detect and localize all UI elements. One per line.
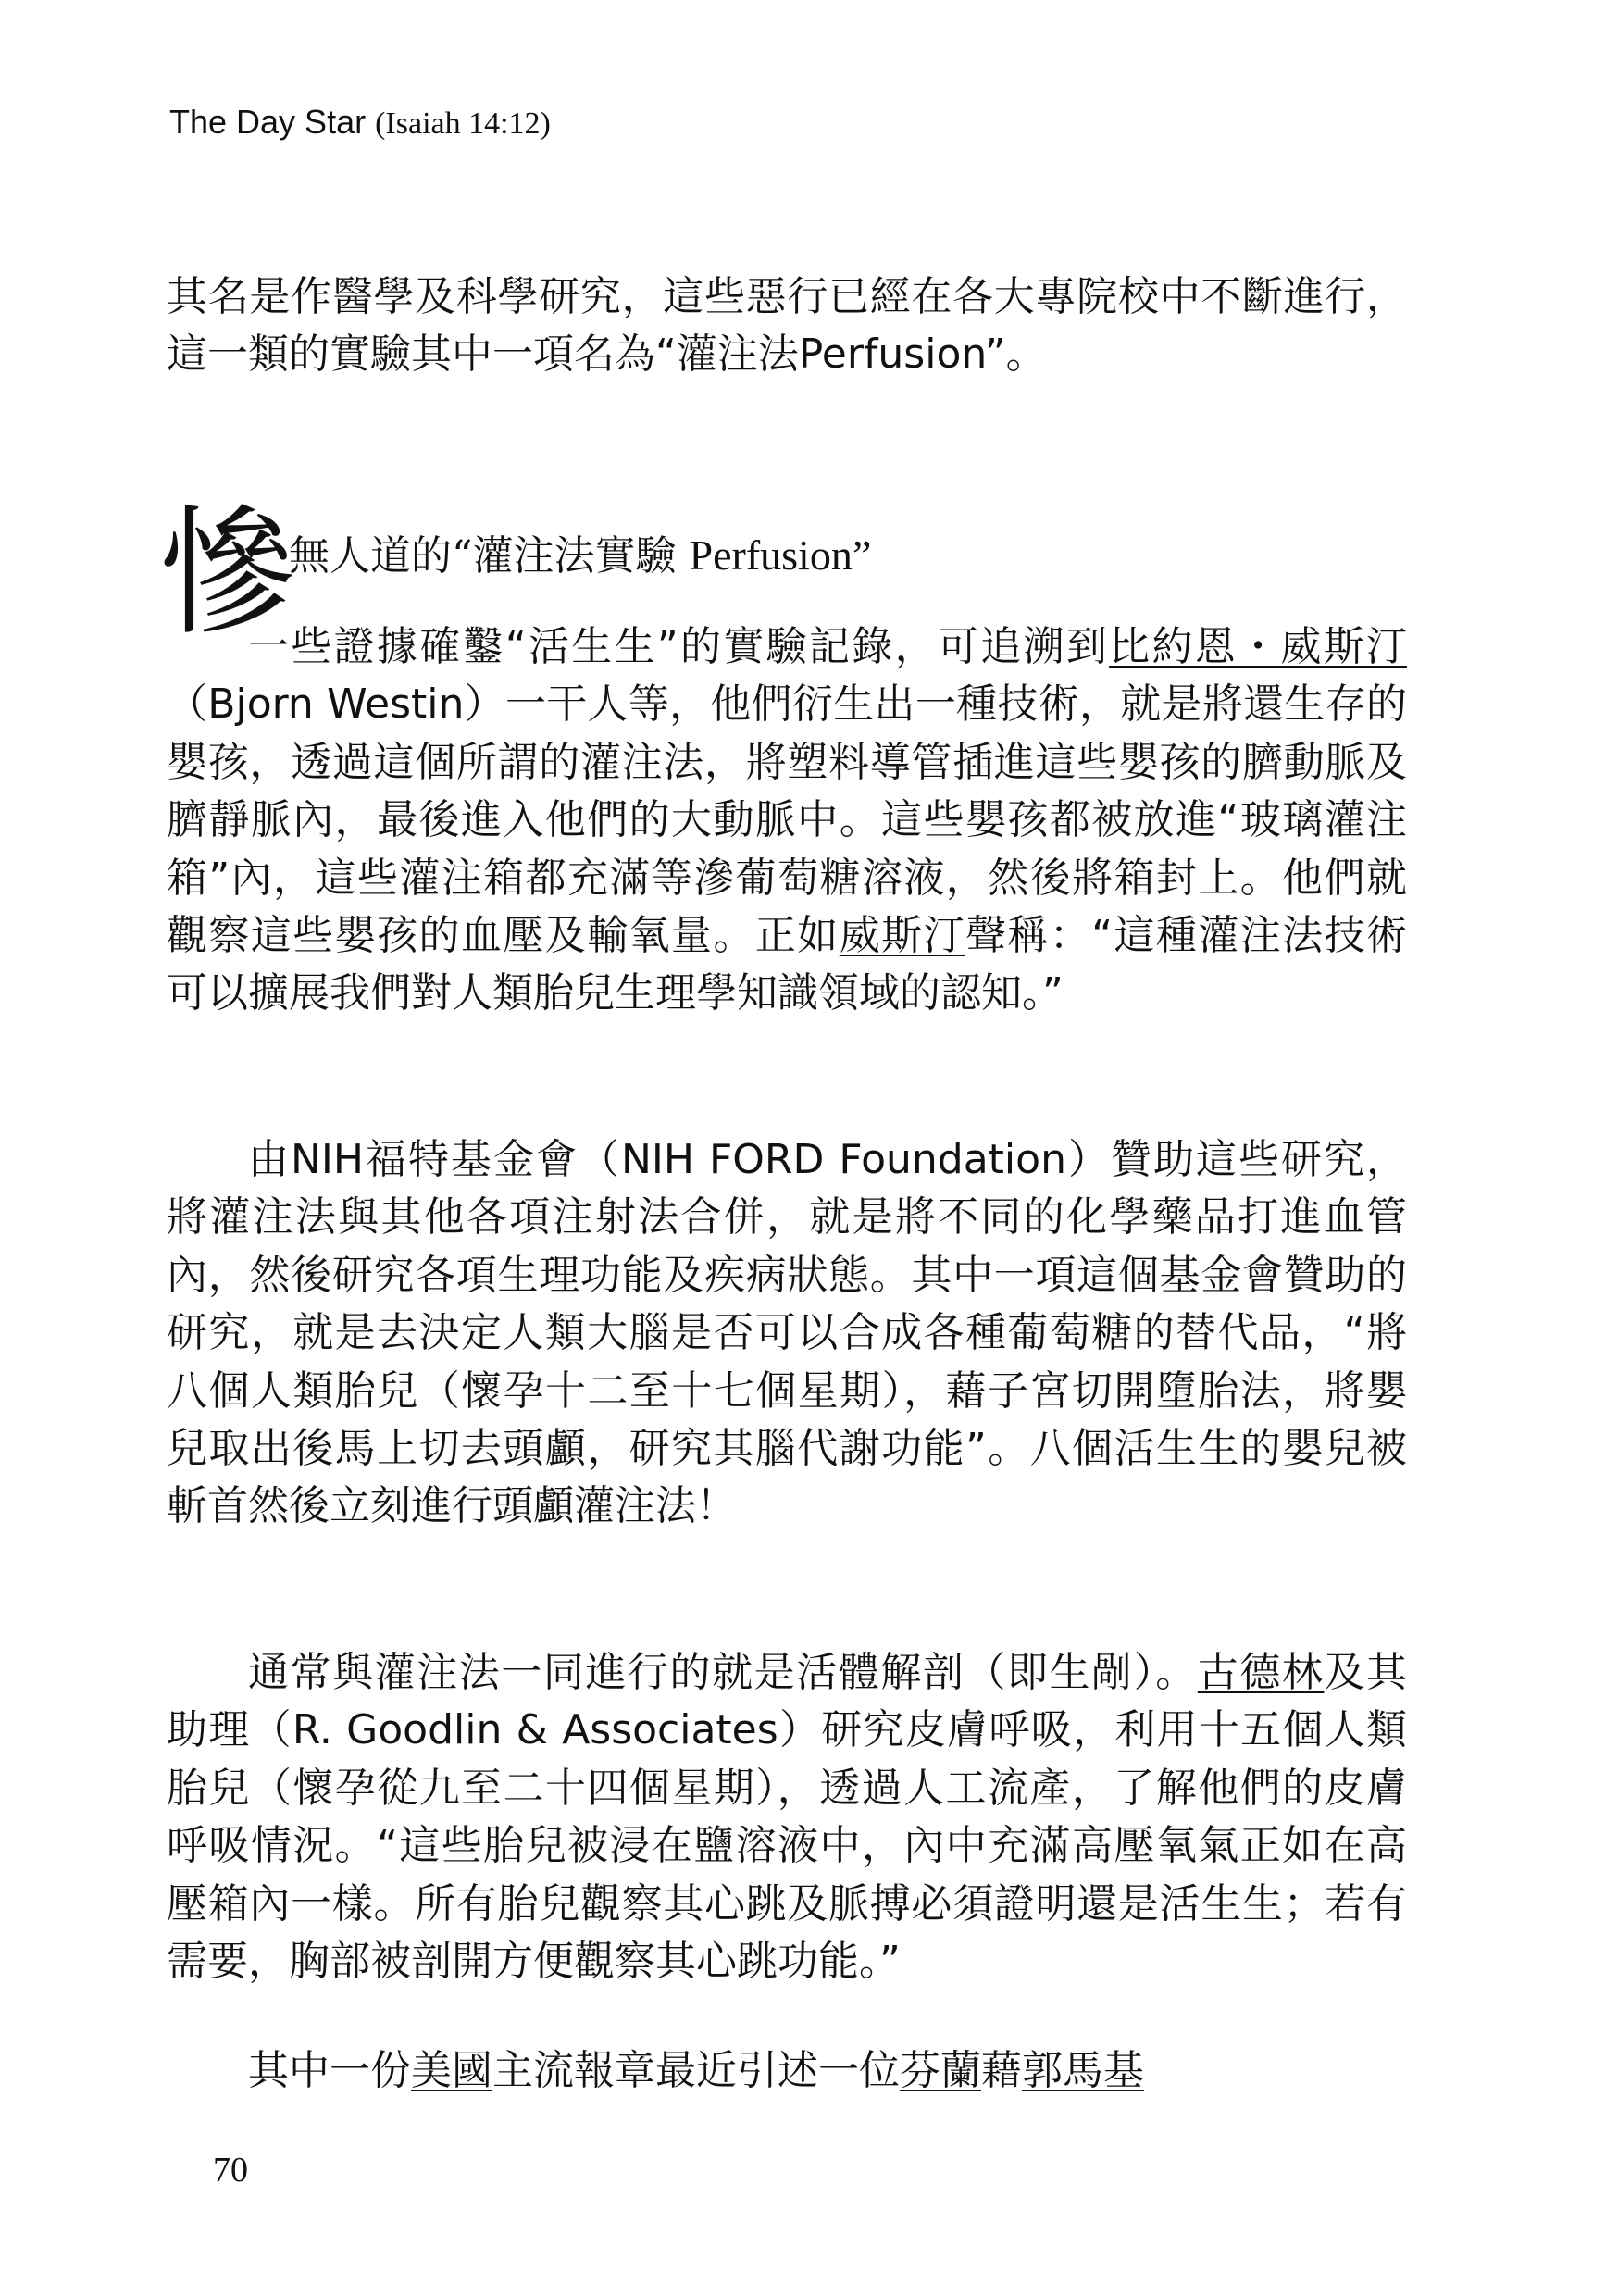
section-heading-text: 無人道的“灌注法實驗 [289, 532, 677, 580]
page-number: 70 [213, 2151, 248, 2190]
drop-cap: 慘 [159, 493, 299, 655]
section-heading [289, 530, 871, 582]
section-heading-latin: Perfusion” [689, 531, 872, 579]
paragraph-nih: 由NIH福特基金會（NIH FORD Foundation）贊助這些研究，將灌注法與其他各項注射法合併，就是將不同的化學藥品打進血管內，然後研究各項生理功能及疾病狀態。其中一項這個基金會贊助的研究，就是去決定人類大腦是否可以合成各種葡萄糖的替代品，“將八個人類胎兒（懷孕十二至十七個星期），藉子宮切開墮胎法，將嬰兒取出後馬上切去頭顱，研究其腦代謝功能”。八個活生生的嬰兒被斬首然後立刻進行頭顱灌注法！ [167, 1136, 1407, 1530]
scripture-reference: (Isaiah 14:12) [375, 106, 551, 141]
paragraph-final: 其中一份美國主流報章最近引述一位芬蘭藉郭馬基 [248, 2047, 1144, 2094]
paragraph-westin: 一些證據確鑿“活生生”的實驗記錄，可追溯到比約恩・威斯汀（Bjorn Westin）一干人等，他們衍生出一種技術，就是將還生存的嬰孩，透過這個所謂的灌注法，將塑料導管插進這些嬰孩的臍動脈及臍靜脈內，最後進入他們的大動脈中。這些嬰孩都被放進“玻璃灌注箱”內，這些灌注箱都充滿等滲葡萄糖溶液，然後將箱封上。他們就觀察這些嬰孩的血壓及輸氧量。正如威斯汀聲稱：“這種灌注法技術可以擴展我們對人類胎兒生理學知識領域的認知。” [167, 623, 1408, 1017]
running-header [169, 100, 551, 146]
book-title: The Day Star [169, 103, 367, 141]
intro-paragraph: 其名是作醫學及科學研究，這些惡行已經在各大專院校中不斷進行，這一類的實驗其中一項名為“灌注法Perfusion”。 [167, 273, 1407, 379]
paragraph-goodlin: 通常與灌注法一同進行的就是活體解剖（即生剮）。古德林及其助理（R. Goodlin & Associates）研究皮膚呼吸，利用十五個人類胎兒（懷孕從九至二十四個星期），透過人工流產，了解他們的皮膚呼吸情況。“這些胎兒被浸在鹽溶液中，內中充滿高壓氧氣正如在高壓箱內一樣。所有胎兒觀察其心跳及脈搏必須證明還是活生生；若有需要，胸部被剖開方便觀察其心跳功能。” [167, 1649, 1408, 1986]
